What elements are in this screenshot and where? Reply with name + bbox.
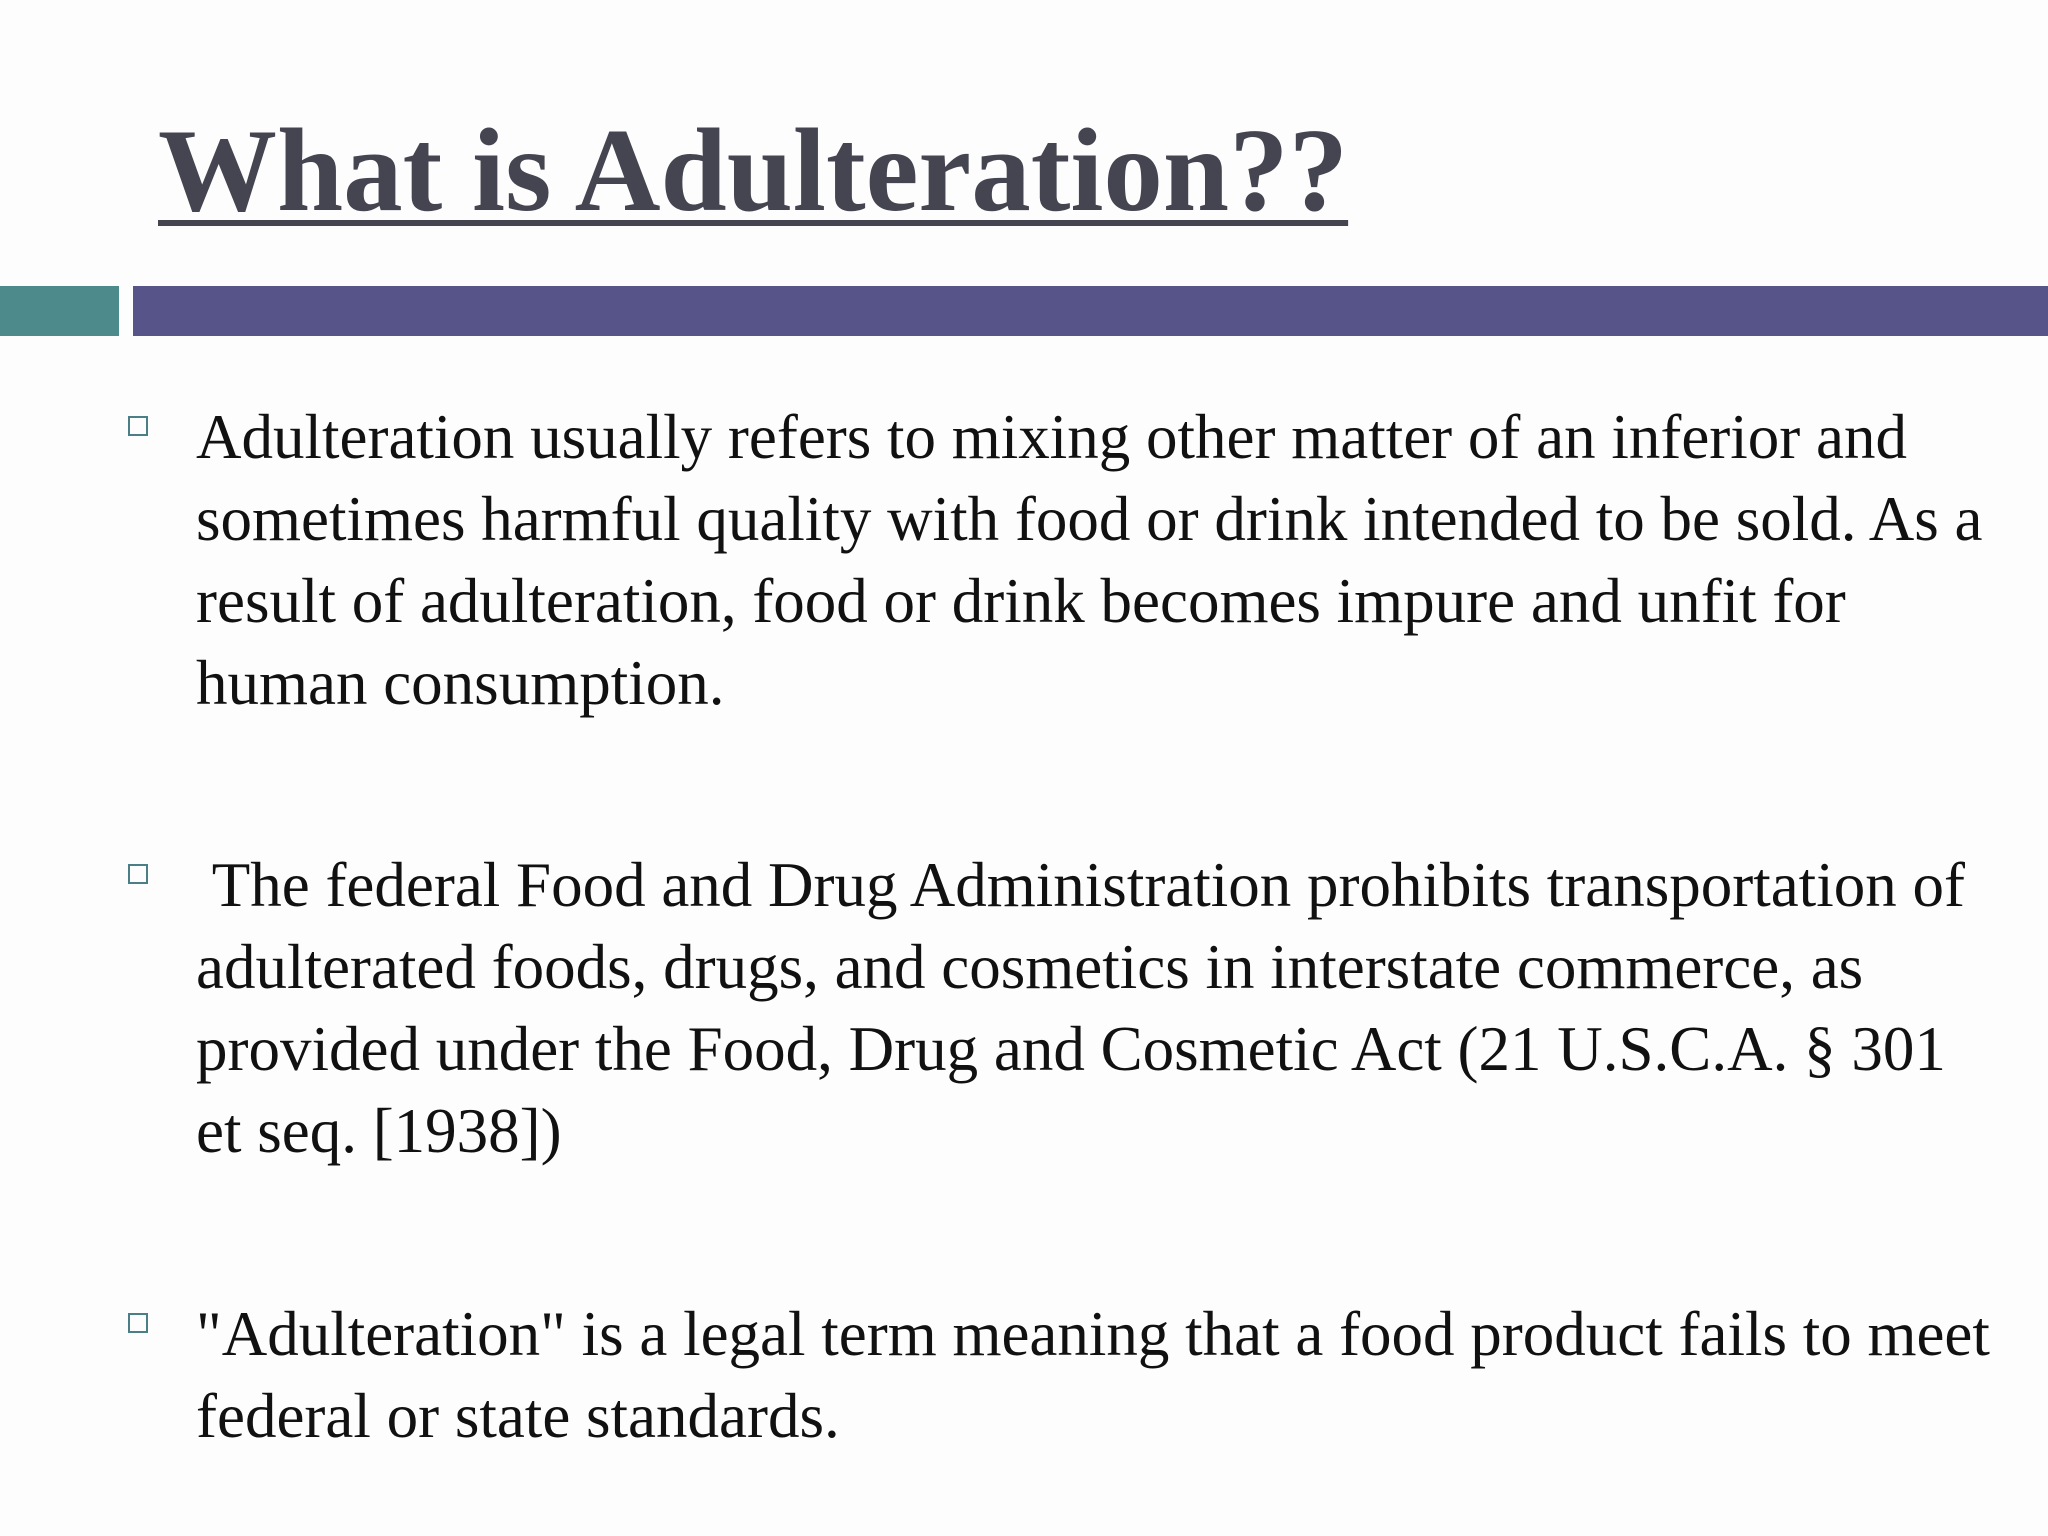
hollow-square-bullet-icon (128, 864, 148, 884)
accent-bar-teal (0, 286, 119, 336)
bullet-text: "Adulteration" is a legal term meaning that a food product fails to meet federal or state standards. (196, 1299, 1990, 1451)
bullet-text: The federal Food and Drug Administration prohibits transportation of adulterated foods, drugs, and cosmetics in interstate commerce, as provided under the Food, Drug and Cosmetic Act (21 U.S.C.A. § 301 et seq. [1938]) (196, 850, 1981, 1166)
hollow-square-bullet-icon (128, 416, 148, 436)
slide-title: What is Adulteration?? (158, 104, 1349, 236)
accent-bar-purple (133, 286, 2048, 336)
bullet-text: Adulteration usually refers to mixing other matter of an inferior and sometimes harmful quality with food or drink intended to be sold. As a result of adulteration, food or drink becomes impure and unfit for human consumption. (196, 402, 1983, 718)
hollow-square-bullet-icon (128, 1313, 148, 1333)
